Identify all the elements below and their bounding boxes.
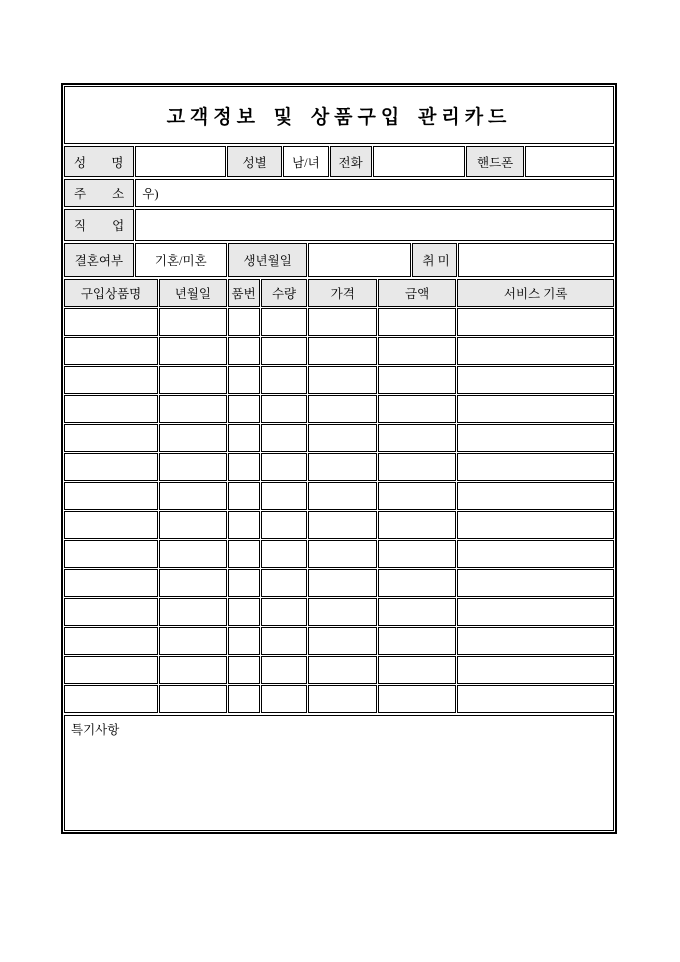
item-no-cell[interactable] bbox=[228, 482, 260, 510]
marital-options[interactable]: 기혼/미혼 bbox=[135, 243, 227, 277]
price-cell[interactable] bbox=[308, 511, 377, 539]
purchase-header-row bbox=[64, 279, 614, 307]
marital-label: 결혼여부 bbox=[64, 243, 134, 277]
job-row bbox=[63, 208, 615, 242]
product-cell[interactable] bbox=[64, 511, 158, 539]
product-cell[interactable] bbox=[64, 482, 158, 510]
item-no-cell[interactable] bbox=[228, 598, 260, 626]
job-label: 직 업 bbox=[64, 209, 134, 241]
phone-label: 전화 bbox=[330, 146, 372, 177]
col-header-product: 구입상품명 bbox=[64, 279, 158, 307]
item-no-cell[interactable] bbox=[228, 453, 260, 481]
price-cell[interactable] bbox=[308, 366, 377, 394]
product-cell[interactable] bbox=[64, 366, 158, 394]
amount-cell[interactable] bbox=[378, 395, 456, 423]
col-header-item-no: 품번 bbox=[228, 279, 260, 307]
item-no-cell[interactable] bbox=[228, 308, 260, 336]
amount-cell[interactable] bbox=[378, 337, 456, 365]
table-row bbox=[64, 366, 614, 394]
quantity-cell[interactable] bbox=[261, 685, 308, 713]
product-cell[interactable] bbox=[64, 308, 158, 336]
col-header-date: 년월일 bbox=[159, 279, 226, 307]
date-cell[interactable] bbox=[159, 598, 226, 626]
item-no-cell[interactable] bbox=[228, 540, 260, 568]
personal-info-row-1 bbox=[63, 145, 615, 178]
mobile-label: 핸드폰 bbox=[466, 146, 524, 177]
address-label: 주 소 bbox=[64, 179, 134, 207]
date-cell[interactable] bbox=[159, 337, 226, 365]
customer-card-form bbox=[61, 83, 617, 834]
product-cell[interactable] bbox=[64, 395, 158, 423]
birth-field[interactable] bbox=[308, 243, 411, 277]
price-cell[interactable] bbox=[308, 337, 377, 365]
form-title: 고객정보 및 상품구입 관리카드 bbox=[64, 86, 614, 144]
name-field[interactable] bbox=[135, 146, 227, 177]
price-cell[interactable] bbox=[308, 424, 377, 452]
amount-cell[interactable] bbox=[378, 627, 456, 655]
service-record-cell[interactable] bbox=[457, 366, 614, 394]
item-no-cell[interactable] bbox=[228, 395, 260, 423]
item-no-cell[interactable] bbox=[228, 685, 260, 713]
price-cell[interactable] bbox=[308, 598, 377, 626]
item-no-cell[interactable] bbox=[228, 424, 260, 452]
hobby-field[interactable] bbox=[458, 243, 614, 277]
quantity-cell[interactable] bbox=[261, 337, 308, 365]
phone-field[interactable] bbox=[373, 146, 466, 177]
price-cell[interactable] bbox=[308, 569, 377, 597]
quantity-cell[interactable] bbox=[261, 482, 308, 510]
item-no-cell[interactable] bbox=[228, 337, 260, 365]
address-field[interactable]: 우) bbox=[135, 179, 614, 207]
quantity-cell[interactable] bbox=[261, 308, 308, 336]
table-row bbox=[64, 482, 614, 510]
service-record-cell[interactable] bbox=[457, 656, 614, 684]
item-no-cell[interactable] bbox=[228, 511, 260, 539]
price-cell[interactable] bbox=[308, 308, 377, 336]
item-no-cell[interactable] bbox=[228, 366, 260, 394]
quantity-cell[interactable] bbox=[261, 598, 308, 626]
table-row bbox=[64, 511, 614, 539]
item-no-cell[interactable] bbox=[228, 627, 260, 655]
table-row bbox=[64, 540, 614, 568]
date-cell[interactable] bbox=[159, 482, 226, 510]
date-cell[interactable] bbox=[159, 511, 226, 539]
quantity-cell[interactable] bbox=[261, 540, 308, 568]
table-row bbox=[64, 685, 614, 713]
date-cell[interactable] bbox=[159, 540, 226, 568]
date-cell[interactable] bbox=[159, 453, 226, 481]
table-row bbox=[64, 395, 614, 423]
price-cell[interactable] bbox=[308, 656, 377, 684]
service-record-cell[interactable] bbox=[457, 598, 614, 626]
service-record-cell[interactable] bbox=[457, 569, 614, 597]
product-cell[interactable] bbox=[64, 540, 158, 568]
hobby-label: 취 미 bbox=[412, 243, 456, 277]
amount-cell[interactable] bbox=[378, 540, 456, 568]
quantity-cell[interactable] bbox=[261, 453, 308, 481]
price-cell[interactable] bbox=[308, 395, 377, 423]
address-row bbox=[63, 178, 615, 208]
price-cell[interactable] bbox=[308, 482, 377, 510]
product-cell[interactable] bbox=[64, 656, 158, 684]
col-header-price: 가격 bbox=[308, 279, 377, 307]
amount-cell[interactable] bbox=[378, 424, 456, 452]
amount-cell[interactable] bbox=[378, 453, 456, 481]
birth-label: 생년월일 bbox=[228, 243, 308, 277]
table-row bbox=[64, 337, 614, 365]
col-header-quantity: 수량 bbox=[261, 279, 308, 307]
price-cell[interactable] bbox=[308, 453, 377, 481]
amount-cell[interactable] bbox=[378, 366, 456, 394]
product-cell[interactable] bbox=[64, 337, 158, 365]
service-record-cell[interactable] bbox=[457, 453, 614, 481]
gender-label: 성별 bbox=[227, 146, 282, 177]
price-cell[interactable] bbox=[308, 540, 377, 568]
item-no-cell[interactable] bbox=[228, 569, 260, 597]
amount-cell[interactable] bbox=[378, 685, 456, 713]
quantity-cell[interactable] bbox=[261, 366, 308, 394]
table-row bbox=[64, 424, 614, 452]
quantity-cell[interactable] bbox=[261, 424, 308, 452]
service-record-cell[interactable] bbox=[457, 511, 614, 539]
product-cell[interactable] bbox=[64, 424, 158, 452]
date-cell[interactable] bbox=[159, 627, 226, 655]
service-record-cell[interactable] bbox=[457, 482, 614, 510]
quantity-cell[interactable] bbox=[261, 627, 308, 655]
amount-cell[interactable] bbox=[378, 598, 456, 626]
product-cell[interactable] bbox=[64, 685, 158, 713]
table-row bbox=[64, 656, 614, 684]
title-section bbox=[63, 85, 615, 145]
quantity-cell[interactable] bbox=[261, 511, 308, 539]
amount-cell[interactable] bbox=[378, 308, 456, 336]
service-record-cell[interactable] bbox=[457, 424, 614, 452]
amount-cell[interactable] bbox=[378, 569, 456, 597]
date-cell[interactable] bbox=[159, 685, 226, 713]
notes-field[interactable]: 특기사항 bbox=[64, 715, 614, 831]
service-record-cell[interactable] bbox=[457, 337, 614, 365]
date-cell[interactable] bbox=[159, 424, 226, 452]
product-cell[interactable] bbox=[64, 453, 158, 481]
quantity-cell[interactable] bbox=[261, 656, 308, 684]
notes-section bbox=[63, 714, 615, 832]
product-cell[interactable] bbox=[64, 569, 158, 597]
date-cell[interactable] bbox=[159, 569, 226, 597]
service-record-cell[interactable] bbox=[457, 395, 614, 423]
personal-info-row-2 bbox=[63, 242, 615, 278]
service-record-cell[interactable] bbox=[457, 308, 614, 336]
quantity-cell[interactable] bbox=[261, 569, 308, 597]
table-row bbox=[64, 598, 614, 626]
col-header-service-record: 서비스 기록 bbox=[457, 279, 614, 307]
product-cell[interactable] bbox=[64, 598, 158, 626]
table-row bbox=[64, 627, 614, 655]
date-cell[interactable] bbox=[159, 656, 226, 684]
table-row bbox=[64, 453, 614, 481]
product-cell[interactable] bbox=[64, 627, 158, 655]
service-record-cell[interactable] bbox=[457, 540, 614, 568]
gender-options[interactable]: 남/녀 bbox=[283, 146, 329, 177]
item-no-cell[interactable] bbox=[228, 656, 260, 684]
price-cell[interactable] bbox=[308, 685, 377, 713]
service-record-cell[interactable] bbox=[457, 627, 614, 655]
mobile-field[interactable] bbox=[525, 146, 614, 177]
purchase-table bbox=[63, 278, 615, 714]
date-cell[interactable] bbox=[159, 366, 226, 394]
table-row bbox=[64, 308, 614, 336]
price-cell[interactable] bbox=[308, 627, 377, 655]
amount-cell[interactable] bbox=[378, 511, 456, 539]
quantity-cell[interactable] bbox=[261, 395, 308, 423]
service-record-cell[interactable] bbox=[457, 685, 614, 713]
date-cell[interactable] bbox=[159, 308, 226, 336]
name-label: 성 명 bbox=[64, 146, 134, 177]
amount-cell[interactable] bbox=[378, 656, 456, 684]
col-header-amount: 금액 bbox=[378, 279, 456, 307]
date-cell[interactable] bbox=[159, 395, 226, 423]
table-row bbox=[64, 569, 614, 597]
amount-cell[interactable] bbox=[378, 482, 456, 510]
job-field[interactable] bbox=[135, 209, 614, 241]
